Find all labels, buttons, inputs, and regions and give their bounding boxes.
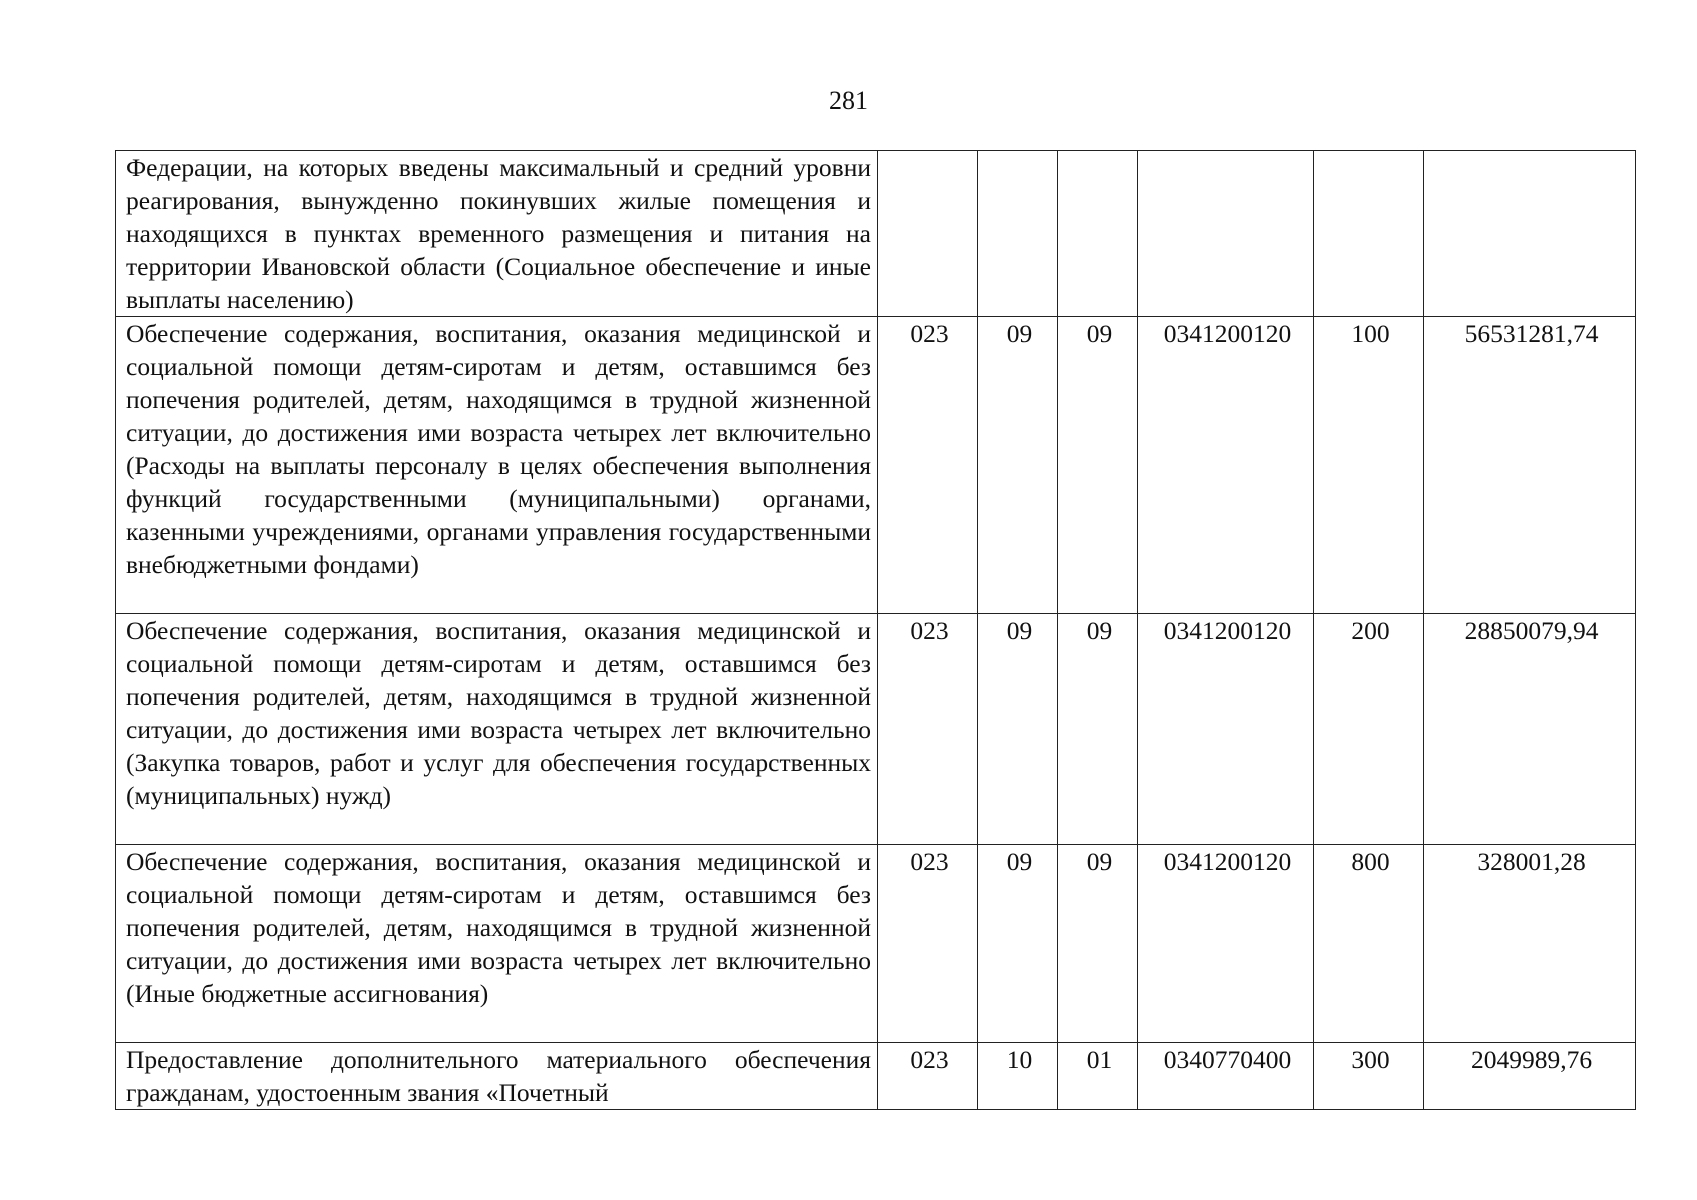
row-gr-code <box>878 151 978 317</box>
row-subsection-code <box>1058 151 1138 317</box>
row-target-article-code: 0340770400 <box>1138 1043 1314 1110</box>
row-section-code: 10 <box>978 1043 1058 1110</box>
row-sum: 328001,28 <box>1424 845 1636 1043</box>
row-expense-type-code: 300 <box>1314 1043 1424 1110</box>
row-description: Предоставление дополнительного материального обеспечения гражданам, удостоенным звания «Почетный <box>116 1043 878 1110</box>
page-number: 281 <box>829 86 868 115</box>
row-expense-type-code: 100 <box>1314 317 1424 614</box>
row-subsection-code: 09 <box>1058 845 1138 1043</box>
row-section-code <box>978 151 1058 317</box>
row-description: Обеспечение содержания, воспитания, оказания медицинской и социальной помощи детям-сиротам и детям, оставшимся без попечения родителей, детям, находящимся в трудной жизненной ситуации, до достижения ими возраста четырех лет включительно (Расходы на выплаты персоналу в целях обеспечения выполнения функций государственными (муниципальными) органами, казенными учреждениями, органами управления государственными внебюджетными фондами) <box>116 317 878 614</box>
row-gr-code: 023 <box>878 1043 978 1110</box>
row-sum <box>1424 151 1636 317</box>
row-section-code: 09 <box>978 317 1058 614</box>
row-sum: 2049989,76 <box>1424 1043 1636 1110</box>
row-target-article-code: 0341200120 <box>1138 845 1314 1043</box>
row-sum: 56531281,74 <box>1424 317 1636 614</box>
row-expense-type-code: 200 <box>1314 614 1424 845</box>
row-description: Федерации, на которых введены максимальный и средний уровни реагирования, вынужденно покинувших жилые помещения и находящихся в пунктах временного размещения и питания на территории Ивановской области (Социальное обеспечение и иные выплаты населению) <box>116 151 878 317</box>
row-target-article-code <box>1138 151 1314 317</box>
row-gr-code: 023 <box>878 614 978 845</box>
row-sum: 28850079,94 <box>1424 614 1636 845</box>
row-section-code: 09 <box>978 845 1058 1043</box>
row-gr-code: 023 <box>878 317 978 614</box>
row-expense-type-code: 800 <box>1314 845 1424 1043</box>
row-section-code: 09 <box>978 614 1058 845</box>
row-subsection-code: 09 <box>1058 317 1138 614</box>
budget-table <box>115 150 1636 1110</box>
table-row <box>116 614 1636 845</box>
row-description: Обеспечение содержания, воспитания, оказания медицинской и социальной помощи детям-сиротам и детям, оставшимся без попечения родителей, детям, находящимся в трудной жизненной ситуации, до достижения ими возраста четырех лет включительно (Иные бюджетные ассигнования) <box>116 845 878 1043</box>
table-row <box>116 151 1636 317</box>
row-gr-code: 023 <box>878 845 978 1043</box>
row-target-article-code: 0341200120 <box>1138 317 1314 614</box>
row-description: Обеспечение содержания, воспитания, оказания медицинской и социальной помощи детям-сиротам и детям, оставшимся без попечения родителей, детям, находящимся в трудной жизненной ситуации, до достижения ими возраста четырех лет включительно (Закупка товаров, работ и услуг для обеспечения государственных (муниципальных) нужд) <box>116 614 878 845</box>
row-subsection-code: 09 <box>1058 614 1138 845</box>
table-row <box>116 317 1636 614</box>
row-target-article-code: 0341200120 <box>1138 614 1314 845</box>
row-expense-type-code <box>1314 151 1424 317</box>
table-row <box>116 845 1636 1043</box>
row-subsection-code: 01 <box>1058 1043 1138 1110</box>
table-row <box>116 1043 1636 1110</box>
